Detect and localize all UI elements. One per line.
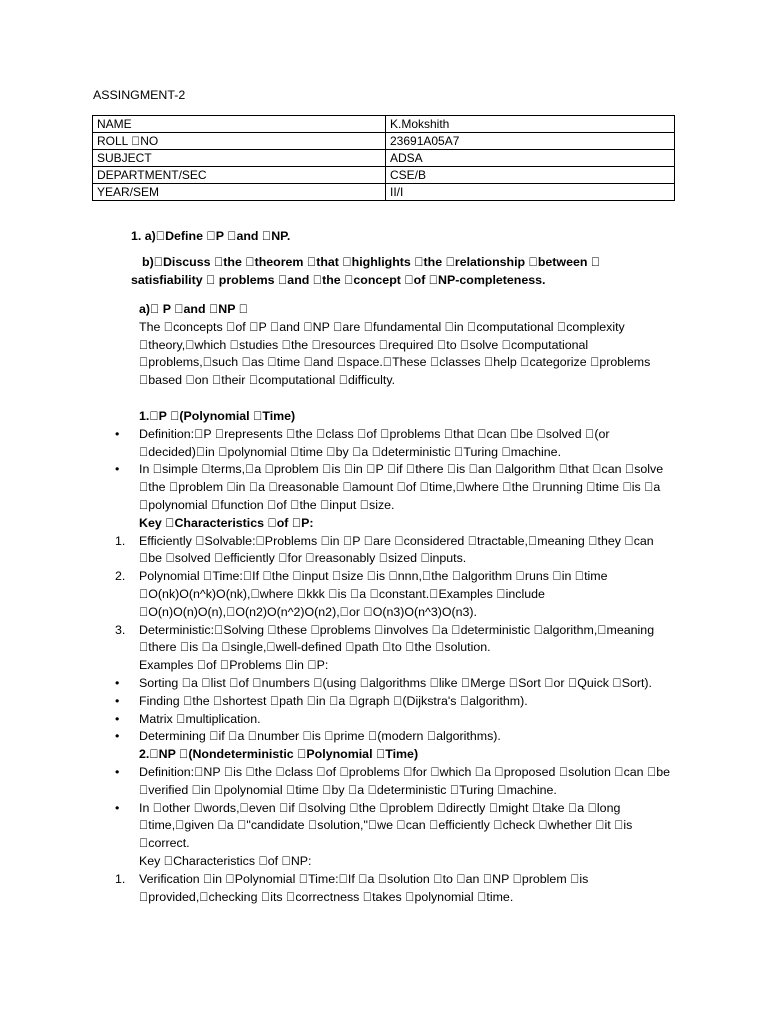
list-item-text: Definition: NP is the class of problems for which a proposed solution can be verified in polynomial time by a deterministic Turing machine. bbox=[139, 711, 672, 744]
table-row bbox=[93, 150, 675, 167]
table-row bbox=[93, 133, 675, 150]
table-row bbox=[93, 167, 675, 184]
bullet-marker: • bbox=[115, 747, 120, 762]
list-item bbox=[115, 533, 679, 621]
p-key-heading: Key Characteristics of P: bbox=[139, 480, 286, 495]
list-item-text: In simple terms, a problem is in P if there is an algorithm that can solve the problem in a reasonable amount of time, where the running time is a polynomial function of the input size. bbox=[139, 444, 645, 477]
info-value: 23691A05A7 bbox=[386, 133, 675, 150]
list-item bbox=[115, 408, 679, 462]
assignment-title: ASSINGMENT-2 bbox=[93, 88, 186, 102]
question-b bbox=[131, 254, 631, 290]
bullet-marker: • bbox=[115, 444, 120, 459]
info-value: CSE/B bbox=[386, 167, 675, 184]
p-section-heading: 1. P (Polynomial Time) bbox=[139, 391, 271, 406]
info-label: YEAR/SEM bbox=[93, 184, 386, 201]
list-item-text: Deterministic: Solving these problems involves a deterministic algorithm, meaning there is a single, well-defined path to the solution. bbox=[139, 569, 642, 601]
student-info-table bbox=[92, 115, 675, 201]
list-item-text: Matrix multiplication. bbox=[139, 658, 252, 673]
list-item-text: Determining if a number is prime (modern algorithms). bbox=[139, 675, 436, 690]
question-b-line-1: b) Discuss the theorem that highlights the relationship between bbox=[142, 255, 517, 269]
table-row bbox=[93, 184, 675, 201]
info-value: II/I bbox=[386, 184, 675, 201]
list-item bbox=[115, 800, 679, 907]
info-label: DEPARTMENT/SEC bbox=[93, 167, 386, 184]
list-item-text: Finding the shortest path in a graph (Dijkstra's algorithm). bbox=[139, 640, 454, 655]
list-item-text: In other words, even if solving the problem directly might take a long time, given a "candidate solution," we can efficiently check whether it is correct. bbox=[139, 747, 648, 779]
list-item-text: Polynomial Time: If the input size is nnn, the algorithm runs in time O(nk)O(n^k)O(nk), where kkk is a constant. Examples include O(n)O(n)O(n), O(n2)O(n^2)O(n2), or O(n3)O(n^3)O(n3). bbox=[139, 533, 668, 566]
question-b-line-2: satisfiability problems and the concept of NP-completeness. bbox=[131, 272, 487, 287]
bullet-marker: • bbox=[115, 640, 120, 655]
list-item-text: Definition: P represents the class of problems that can be solved (or decided) in polynomial time by a deterministic Turing machine. bbox=[139, 408, 665, 441]
question-a: 1. a) Define P and NP. bbox=[131, 229, 257, 243]
np-section-heading: 2. NP (Nondeterministic Polynomial Time) bbox=[139, 693, 385, 708]
list-number: 1. bbox=[115, 497, 126, 512]
list-number: 2. bbox=[115, 533, 126, 548]
answer-heading: a) P and NP bbox=[139, 302, 208, 316]
np-key-heading: Key Characteristics of NP: bbox=[139, 782, 284, 797]
list-item-text: Efficiently Solvable: Problems in P are considered tractable, meaning they can be solved efficiently for reasonably sized inputs. bbox=[139, 497, 679, 530]
bullet-marker: • bbox=[115, 711, 120, 726]
list-item-text: Verification in Polynomial Time: If a solution to an NP problem is provided, checking its correctness takes polynomial time. bbox=[139, 800, 612, 833]
list-number: 1. bbox=[115, 800, 126, 815]
bullet-marker: • bbox=[115, 675, 120, 690]
info-value: ADSA bbox=[386, 150, 675, 167]
info-label: NAME bbox=[93, 116, 386, 133]
info-label: SUBJECT bbox=[93, 150, 386, 167]
intro-paragraph: The concepts of P and NP are fundamental in computational complexity theory, which studies the resources required to solve computational problems, such as time and space. These classes help categorize problems based on their computational difficulty. bbox=[139, 319, 674, 370]
p-examples-heading: Examples of Problems in P: bbox=[139, 604, 292, 619]
list-item-text: Sorting a list of numbers (using algorithms like Merge Sort or Quick Sort). bbox=[139, 622, 541, 637]
bullet-marker: • bbox=[115, 658, 120, 673]
bullet-marker: • bbox=[115, 622, 120, 637]
answer-body bbox=[115, 301, 679, 906]
table-row bbox=[93, 116, 675, 133]
bullet-marker: • bbox=[115, 408, 120, 423]
info-label: ROLL NO bbox=[93, 133, 386, 150]
list-number: 3. bbox=[115, 569, 126, 584]
list-item bbox=[115, 497, 679, 569]
info-value: K.Mokshith bbox=[386, 116, 675, 133]
list-item bbox=[115, 444, 679, 514]
